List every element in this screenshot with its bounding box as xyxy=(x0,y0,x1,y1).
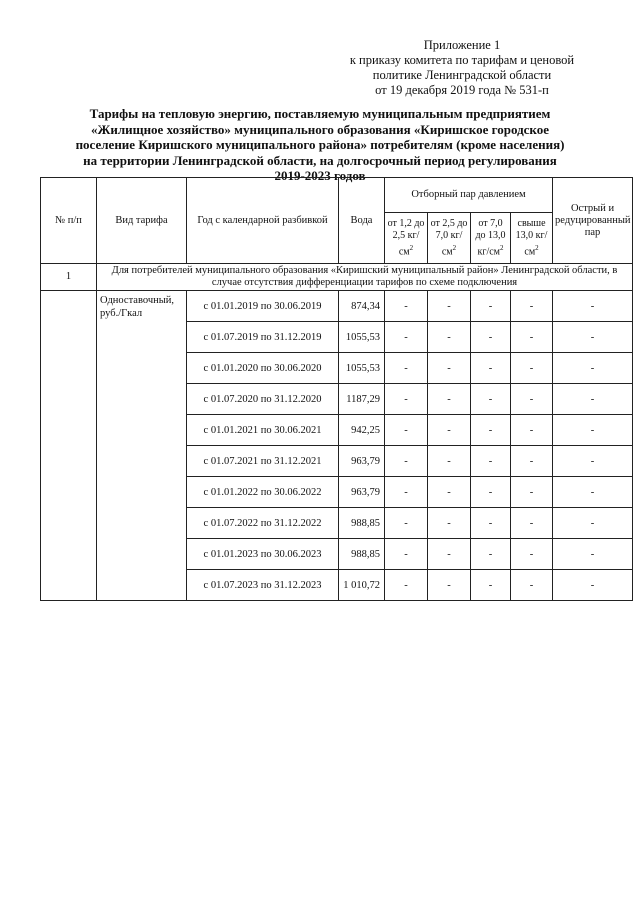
sharp-steam-cell: - xyxy=(553,353,633,384)
steam-1-cell: - xyxy=(385,415,428,446)
steam-4-cell: - xyxy=(511,570,553,601)
water-cell: 1055,53 xyxy=(339,353,385,384)
steam-1-cell: - xyxy=(385,384,428,415)
steam-4-cell: - xyxy=(511,384,553,415)
steam-4-cell: - xyxy=(511,477,553,508)
sharp-steam-cell: - xyxy=(553,477,633,508)
header-steam-4: свыше 13,0 $кг/см^2$ xyxy=(511,213,553,264)
water-cell: 988,85 xyxy=(339,508,385,539)
steam-3-cell: - xyxy=(471,508,511,539)
tariff-table xyxy=(40,177,633,601)
water-cell: 874,34 xyxy=(339,291,385,322)
water-cell: 988,85 xyxy=(339,539,385,570)
appendix-line: Приложение 1 xyxy=(423,38,501,52)
header-sharp-steam: Острый и редуцированный пар xyxy=(553,178,633,264)
sharp-steam-cell: - xyxy=(553,291,633,322)
period-cell: с 01.07.2023 по 31.12.2023 xyxy=(187,570,339,601)
appendix-block xyxy=(332,38,592,98)
steam-2-cell: - xyxy=(428,415,471,446)
sharp-steam-cell: - xyxy=(553,322,633,353)
steam-4-cell: - xyxy=(511,508,553,539)
document-title: Тарифы на тепловую энергию, поставляемую муниципальным предприятием «Жилищное хозяйство» муниципального образования «Киришское городское поселение Киришского муниципального района» потребителям (кроме населения) на территории Ленинградской области, на долгосрочный период регулирования 2019-2023 годов xyxy=(75,106,565,183)
header-steam-3: от 7,0 до 13,0 $кг/см^2$ xyxy=(471,213,511,264)
sharp-steam-cell: - xyxy=(553,415,633,446)
table-row xyxy=(41,291,633,322)
water-cell: 963,79 xyxy=(339,446,385,477)
steam-3-cell: - xyxy=(471,446,511,477)
header-tariff-type: Вид тарифа xyxy=(97,178,187,264)
steam-4-cell: - xyxy=(511,291,553,322)
water-cell: 942,25 xyxy=(339,415,385,446)
period-cell: с 01.07.2019 по 31.12.2019 xyxy=(187,322,339,353)
steam-2-cell: - xyxy=(428,353,471,384)
water-cell: 1055,53 xyxy=(339,322,385,353)
steam-1-cell: - xyxy=(385,353,428,384)
steam-3-cell: - xyxy=(471,353,511,384)
steam-1-cell: - xyxy=(385,477,428,508)
appendix-line: от 19 декабря 2019 года № 531-п xyxy=(375,83,549,97)
steam-1-cell: - xyxy=(385,322,428,353)
period-cell: с 01.01.2021 по 30.06.2021 xyxy=(187,415,339,446)
steam-4-cell: - xyxy=(511,539,553,570)
period-cell: с 01.07.2021 по 31.12.2021 xyxy=(187,446,339,477)
period-cell: с 01.01.2022 по 30.06.2022 xyxy=(187,477,339,508)
steam-1-cell: - xyxy=(385,508,428,539)
sharp-steam-cell: - xyxy=(553,384,633,415)
steam-3-cell: - xyxy=(471,477,511,508)
steam-4-cell: - xyxy=(511,353,553,384)
section-number: 1 xyxy=(41,264,97,291)
steam-3-cell: - xyxy=(471,291,511,322)
header-steam-1: от 1,2 до 2,5 $кг/см^2$ xyxy=(385,213,428,264)
steam-1-cell: - xyxy=(385,291,428,322)
tariff-rows xyxy=(41,291,633,601)
steam-4-cell: - xyxy=(511,322,553,353)
period-cell: с 01.01.2023 по 30.06.2023 xyxy=(187,539,339,570)
header-num: № п/п xyxy=(41,178,97,264)
period-cell: с 01.01.2019 по 30.06.2019 xyxy=(187,291,339,322)
steam-2-cell: - xyxy=(428,291,471,322)
steam-2-cell: - xyxy=(428,539,471,570)
header-steam-group: Отборный пар давлением xyxy=(385,178,553,213)
sharp-steam-cell: - xyxy=(553,539,633,570)
steam-3-cell: - xyxy=(471,570,511,601)
sharp-steam-cell: - xyxy=(553,446,633,477)
header-steam-2: от 2,5 до 7,0 $кг/см^2$ xyxy=(428,213,471,264)
water-cell: 963,79 xyxy=(339,477,385,508)
header-water: Вода xyxy=(339,178,385,264)
water-cell: 1187,29 xyxy=(339,384,385,415)
tariff-type-cell: Одноставочный, руб./Гкал xyxy=(97,291,187,601)
steam-2-cell: - xyxy=(428,384,471,415)
appendix-line: к приказу комитета по тарифам и ценовой xyxy=(349,53,575,67)
steam-4-cell: - xyxy=(511,446,553,477)
section-description: Для потребителей муниципального образования «Киришский муниципальный район» Ленинградской области, в случае отсутствия дифференциации тарифов по схеме подключения xyxy=(97,264,633,291)
water-cell: 1 010,72 xyxy=(339,570,385,601)
steam-1-cell: - xyxy=(385,570,428,601)
period-cell: с 01.07.2020 по 31.12.2020 xyxy=(187,384,339,415)
steam-1-cell: - xyxy=(385,539,428,570)
steam-1-cell: - xyxy=(385,446,428,477)
steam-2-cell: - xyxy=(428,508,471,539)
steam-2-cell: - xyxy=(428,446,471,477)
period-cell: с 01.01.2020 по 30.06.2020 xyxy=(187,353,339,384)
steam-3-cell: - xyxy=(471,384,511,415)
steam-2-cell: - xyxy=(428,322,471,353)
steam-2-cell: - xyxy=(428,477,471,508)
period-cell: с 01.07.2022 по 31.12.2022 xyxy=(187,508,339,539)
header-period: Год с календарной разбивкой xyxy=(187,178,339,264)
steam-3-cell: - xyxy=(471,539,511,570)
sharp-steam-cell: - xyxy=(553,570,633,601)
steam-2-cell: - xyxy=(428,570,471,601)
appendix-line: политике Ленинградской области xyxy=(372,68,552,82)
steam-3-cell: - xyxy=(471,322,511,353)
empty-num-cell xyxy=(41,291,97,601)
steam-3-cell: - xyxy=(471,415,511,446)
sharp-steam-cell: - xyxy=(553,508,633,539)
steam-4-cell: - xyxy=(511,415,553,446)
